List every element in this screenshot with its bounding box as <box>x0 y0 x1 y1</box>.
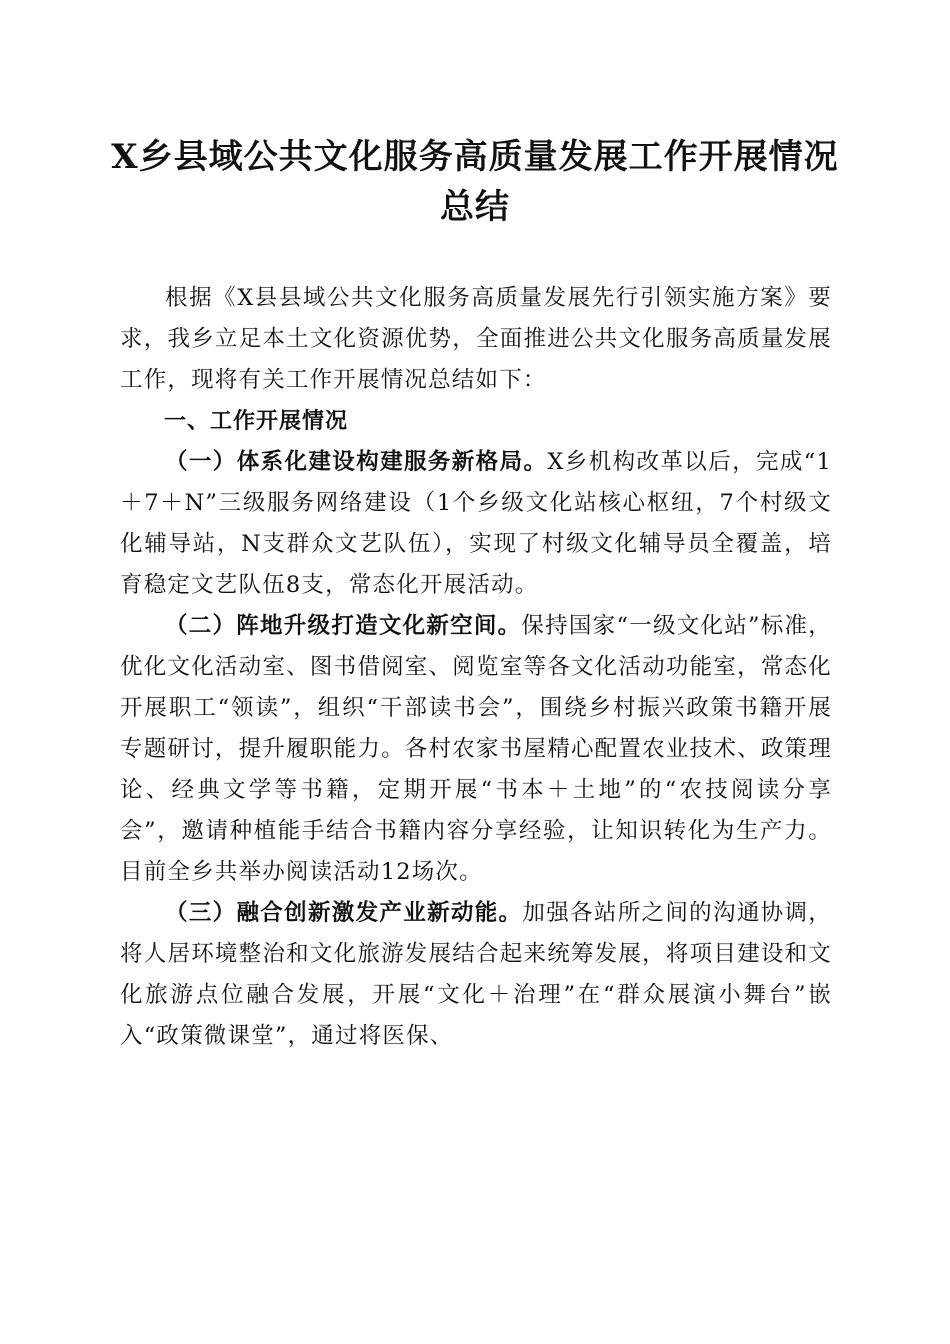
document-title: X乡县域公共文化服务高质量发展工作开展情况总结 <box>111 137 839 227</box>
item-heading-1: （一）体系化建设构建服务新格局。 <box>165 449 548 475</box>
item-text-1: X乡机构改革以后，完成“1＋7＋N”三级服务网络建设（1个乡级文化站核心枢纽，7个村级文化辅导站，N支群众文艺队伍），实现了村级文化辅导员全覆盖，培育稳定文艺队伍8支，常态化开展活动。 <box>120 449 833 598</box>
item-paragraph-2 <box>120 606 832 893</box>
document-body <box>120 278 832 1057</box>
item-paragraph-3 <box>120 893 832 1057</box>
item-heading-3: （三）融合创新激发产业新动能。 <box>165 900 523 926</box>
item-text-3: 加强各站所之间的沟通协调，将人居环境整治和文化旅游发展结合起来统筹发展，将项目建设和文化旅游点位融合发展，开展“文化＋治理”在“群众展演小舞台”嵌入“政策微课堂”，通过将医保、 <box>120 900 832 1049</box>
item-paragraph-1 <box>120 442 832 606</box>
item-text-2: 保持国家“一级文化站”标准，优化文化活动室、图书借阅室、阅览室等各文化活动功能室，常态化开展职工“领读”，组织“干部读书会”，围绕乡村振兴政策书籍开展专题研讨，提升履职能力。各村农家书屋精心配置农业技术、政策理论、经典文学等书籍，定期开展“书本＋土地”的“农技阅读分享会”，邀请种植能手结合书籍内容分享经验，让知识转化为生产力。目前全乡共举办阅读活动12场次。 <box>120 613 832 885</box>
item-heading-2: （二）阵地升级打造文化新空间。 <box>165 613 522 639</box>
intro-paragraph: 根据《X县县域公共文化服务高质量发展先行引领实施方案》要求，我乡立足本土文化资源优势，全面推进公共文化服务高质量发展工作，现将有关工作开展情况总结如下： <box>120 285 832 393</box>
section-heading: 一、工作开展情况 <box>164 409 349 434</box>
